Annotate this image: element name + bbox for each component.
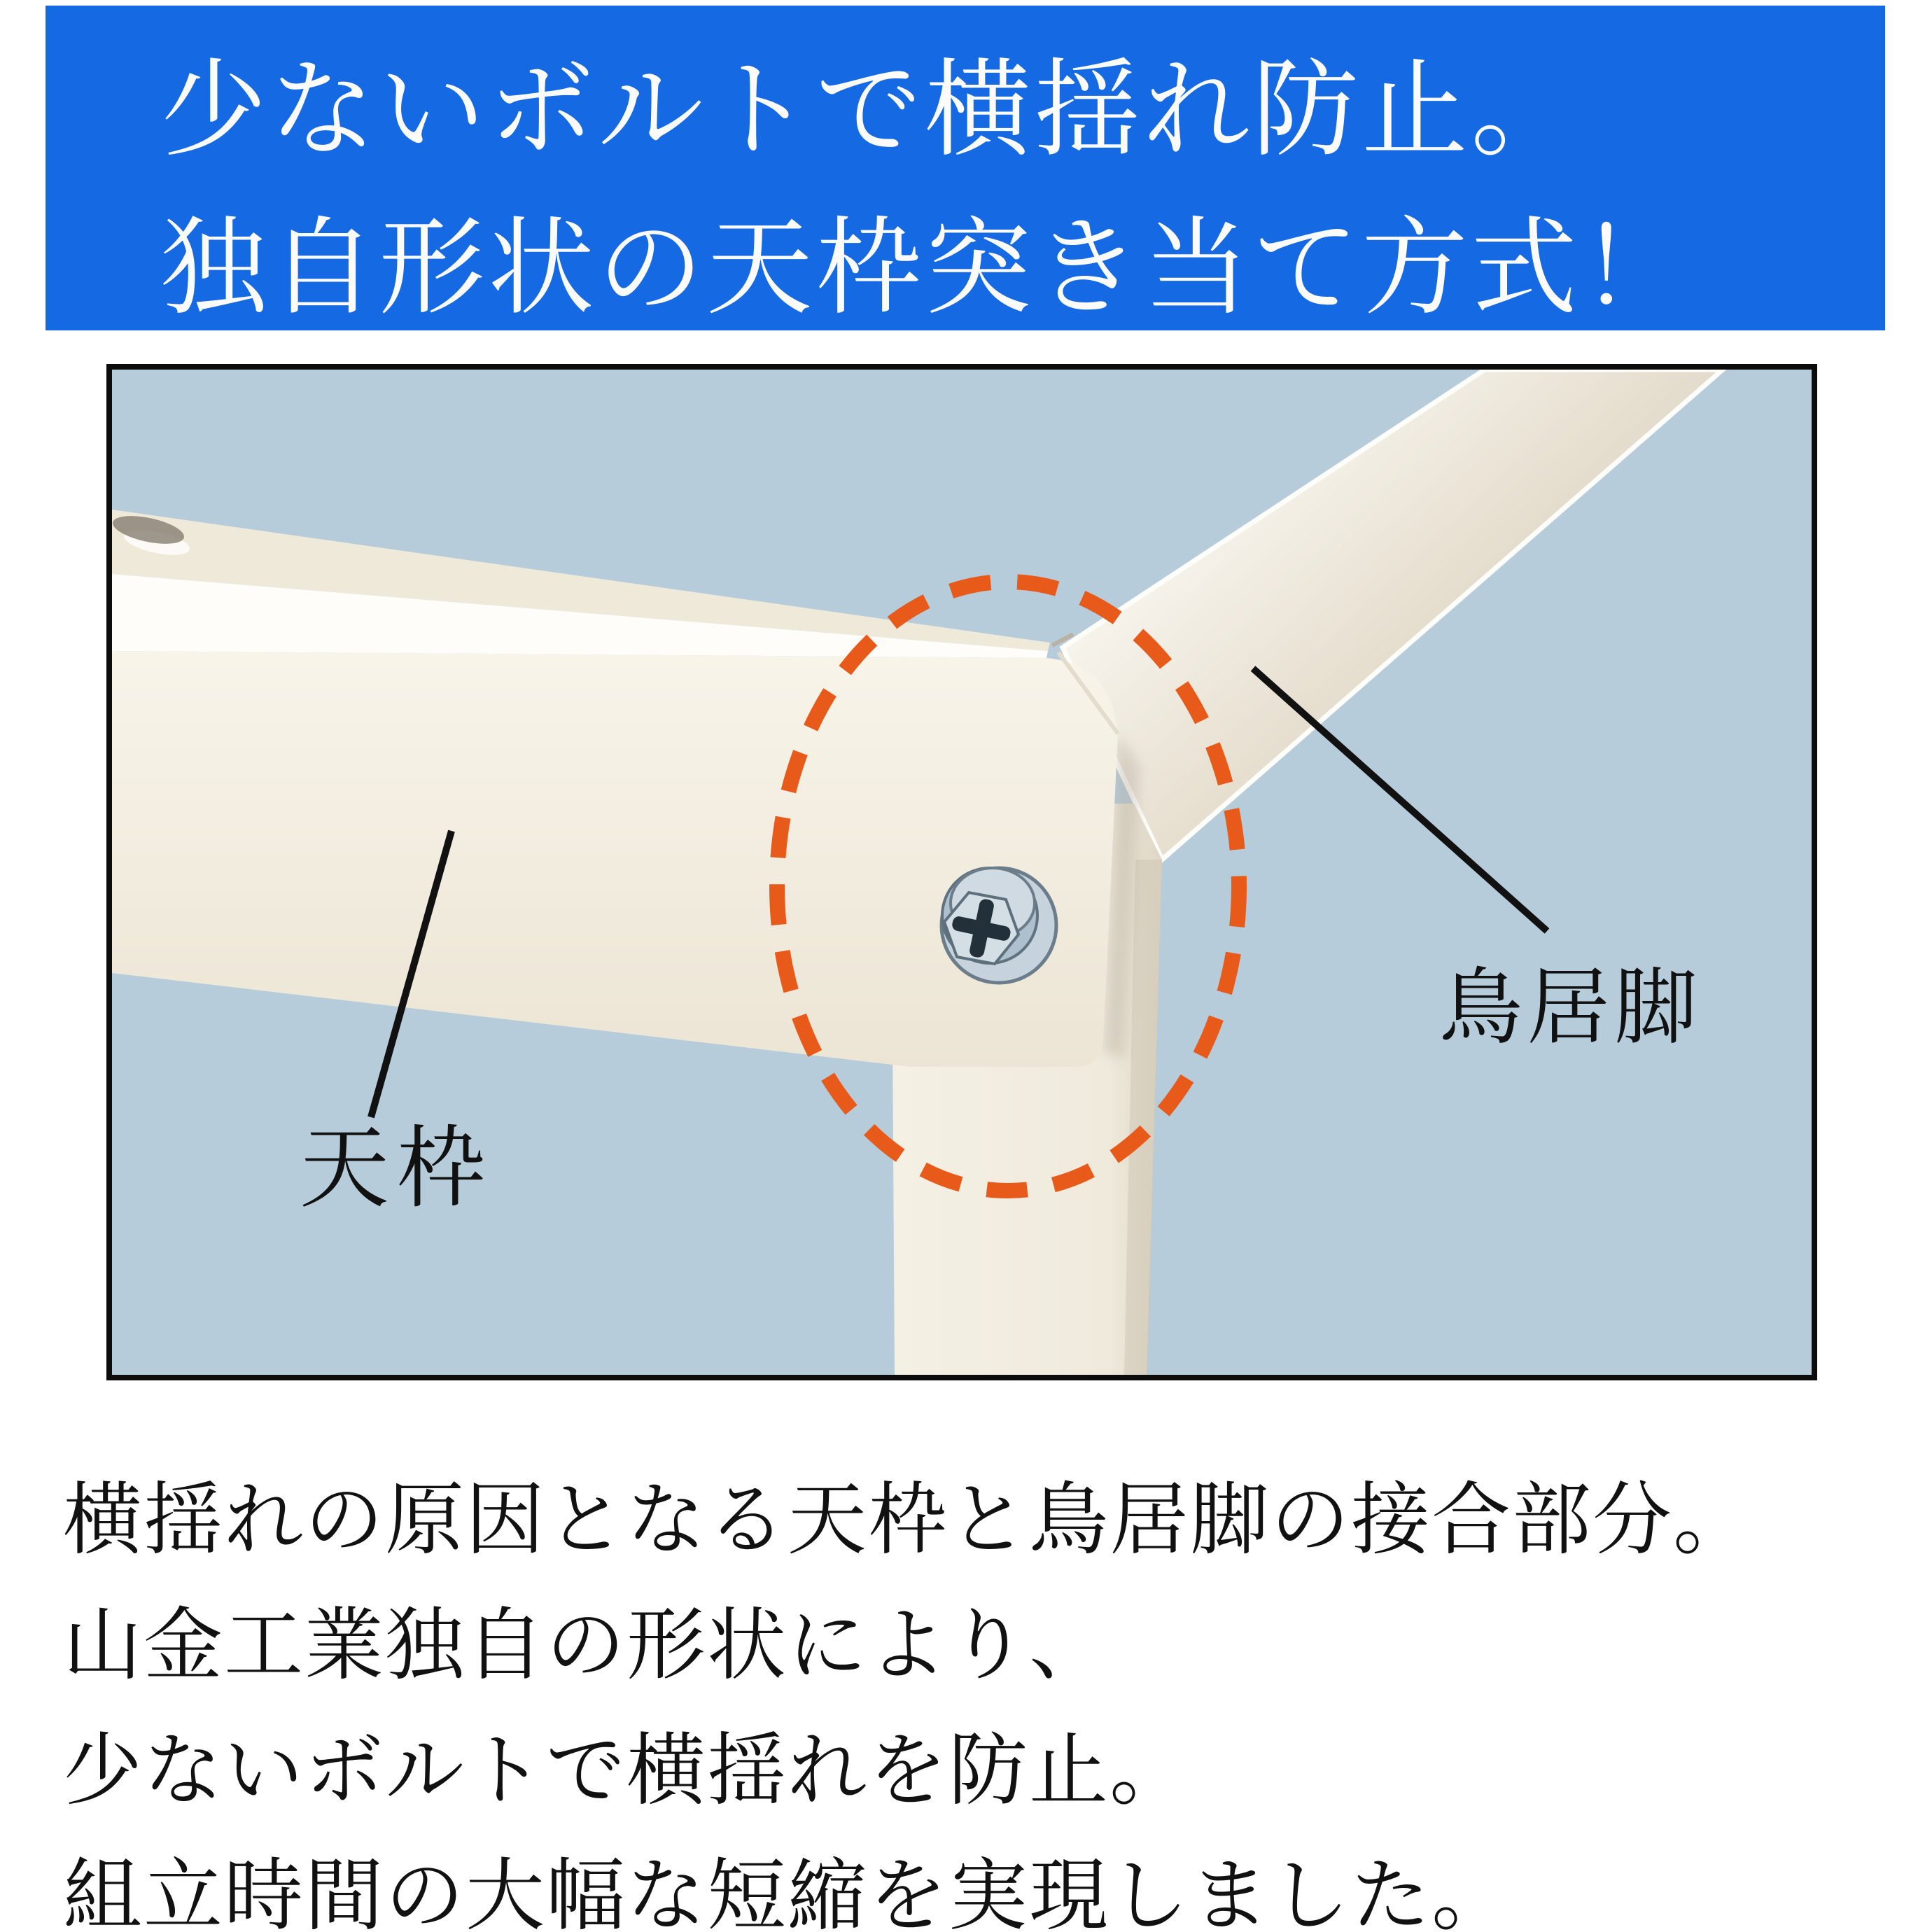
product-photo xyxy=(106,364,1817,1380)
photo-illustration xyxy=(112,370,1812,1375)
label-top-frame: 天枠 xyxy=(300,1119,493,1219)
description-line-4: 組立時間の大幅な短縮を実現しました。 xyxy=(63,1851,1512,1932)
bolt xyxy=(941,868,1056,983)
headline-line-1: 少ないボルトで横揺れ防止。 xyxy=(160,50,1580,169)
description-line-1: 横揺れの原因となる天枠と鳥居脚の接合部分。 xyxy=(63,1476,1754,1564)
description-text xyxy=(63,1457,1883,1932)
description-line-3: 少ないボルトで横揺れを防止。 xyxy=(63,1726,1190,1814)
label-torii-leg: 鳥居脚 xyxy=(1439,961,1702,1054)
headline-line-2: 独自形状の天枠突き当て方式！ xyxy=(160,209,1689,328)
headline-banner xyxy=(46,6,1885,330)
description-line-2: 山金工業独自の形状により、 xyxy=(63,1601,1110,1689)
